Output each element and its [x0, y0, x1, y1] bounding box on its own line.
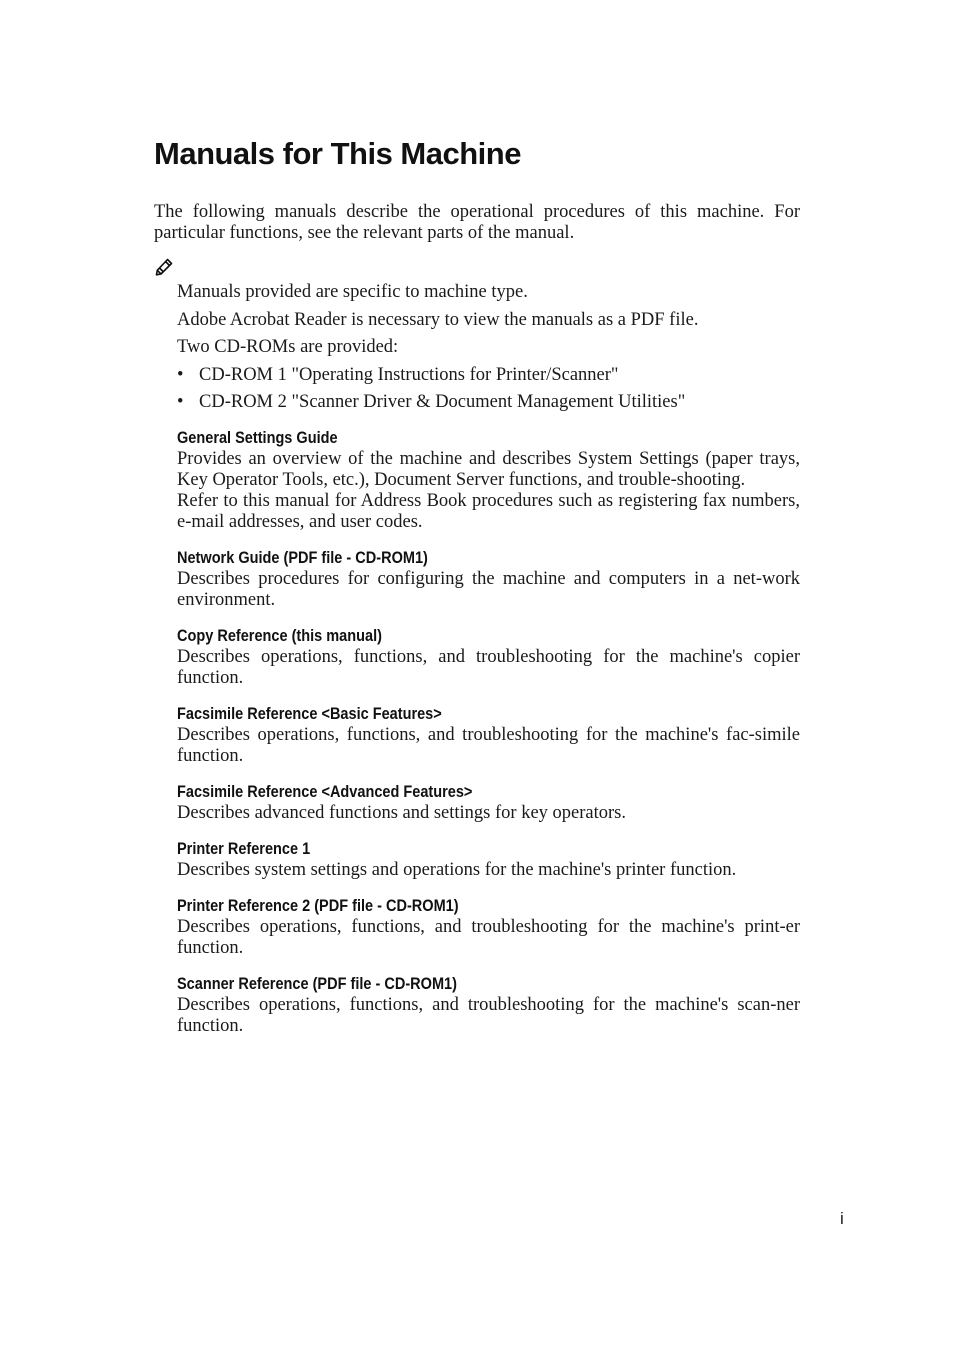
manual-title: Facsimile Reference <Basic Features> — [177, 705, 442, 723]
manual-entry — [177, 427, 800, 533]
manual-description: Describes procedures for configuring the machine and computers in a net-work environment. — [177, 569, 800, 610]
cd-rom-list-item-text: CD-ROM 1 "Operating Instructions for Printer/Scanner" — [199, 364, 619, 385]
manual-title: Scanner Reference (PDF file - CD-ROM1) — [177, 975, 457, 993]
manual-entry — [177, 781, 800, 824]
manual-description: Describes operations, functions, and troubleshooting for the machine's scan-ner function. — [177, 995, 800, 1036]
note-line: Two CD-ROMs are provided: — [177, 337, 399, 357]
bullet-symbol: • — [177, 391, 184, 412]
manual-title: Printer Reference 1 — [177, 840, 311, 858]
page-number: i — [840, 1209, 844, 1228]
cd-rom-list-item — [177, 365, 800, 387]
manual-list — [177, 427, 800, 1051]
note-section — [177, 282, 800, 419]
cd-rom-list-item — [177, 392, 800, 414]
manual-title: General Settings Guide — [177, 429, 338, 447]
cd-rom-list — [177, 365, 800, 414]
manual-entry — [177, 973, 800, 1037]
manual-description: Describes advanced functions and settings for key operators. — [177, 803, 626, 823]
manual-description: Describes operations, functions, and troubleshooting for the machine's fac-simile function. — [177, 725, 800, 766]
pencil-note-icon — [154, 257, 174, 277]
manual-entry — [177, 625, 800, 689]
manual-description: Describes operations, functions, and troubleshooting for the machine's copier function. — [177, 647, 800, 688]
manual-entry — [177, 838, 800, 881]
note-line: Adobe Acrobat Reader is necessary to view the manuals as a PDF file. — [177, 309, 699, 330]
manual-entry — [177, 547, 800, 611]
intro-paragraph: The following manuals describe the operational procedures of this machine. For particular functions, see the relevant parts of the manual. — [154, 202, 800, 243]
manual-description: Describes system settings and operations for the machine's printer function. — [177, 860, 737, 880]
manual-description: Describes operations, functions, and troubleshooting for the machine's print-er function. — [177, 917, 800, 958]
page-title: Manuals for This Machine — [154, 136, 521, 171]
manual-description: Refer to this manual for Address Book procedures such as registering fax numbers, e-mail addresses, and user codes. — [177, 491, 800, 532]
manual-entry — [177, 895, 800, 959]
note-line: Manuals provided are specific to machine type. — [177, 282, 528, 302]
bullet-symbol: • — [177, 364, 184, 385]
cd-rom-list-item-text: CD-ROM 2 "Scanner Driver & Document Management Utilities" — [199, 391, 686, 412]
manual-description: Provides an overview of the machine and describes System Settings (paper trays, Key Operator Tools, etc.), Document Server functions, and trouble-shooting. — [177, 449, 800, 490]
manual-title: Network Guide (PDF file - CD-ROM1) — [177, 549, 428, 567]
manual-entry — [177, 703, 800, 767]
manual-title: Facsimile Reference <Advanced Features> — [177, 783, 473, 801]
manual-title: Printer Reference 2 (PDF file - CD-ROM1) — [177, 897, 459, 915]
manual-title: Copy Reference (this manual) — [177, 627, 382, 645]
